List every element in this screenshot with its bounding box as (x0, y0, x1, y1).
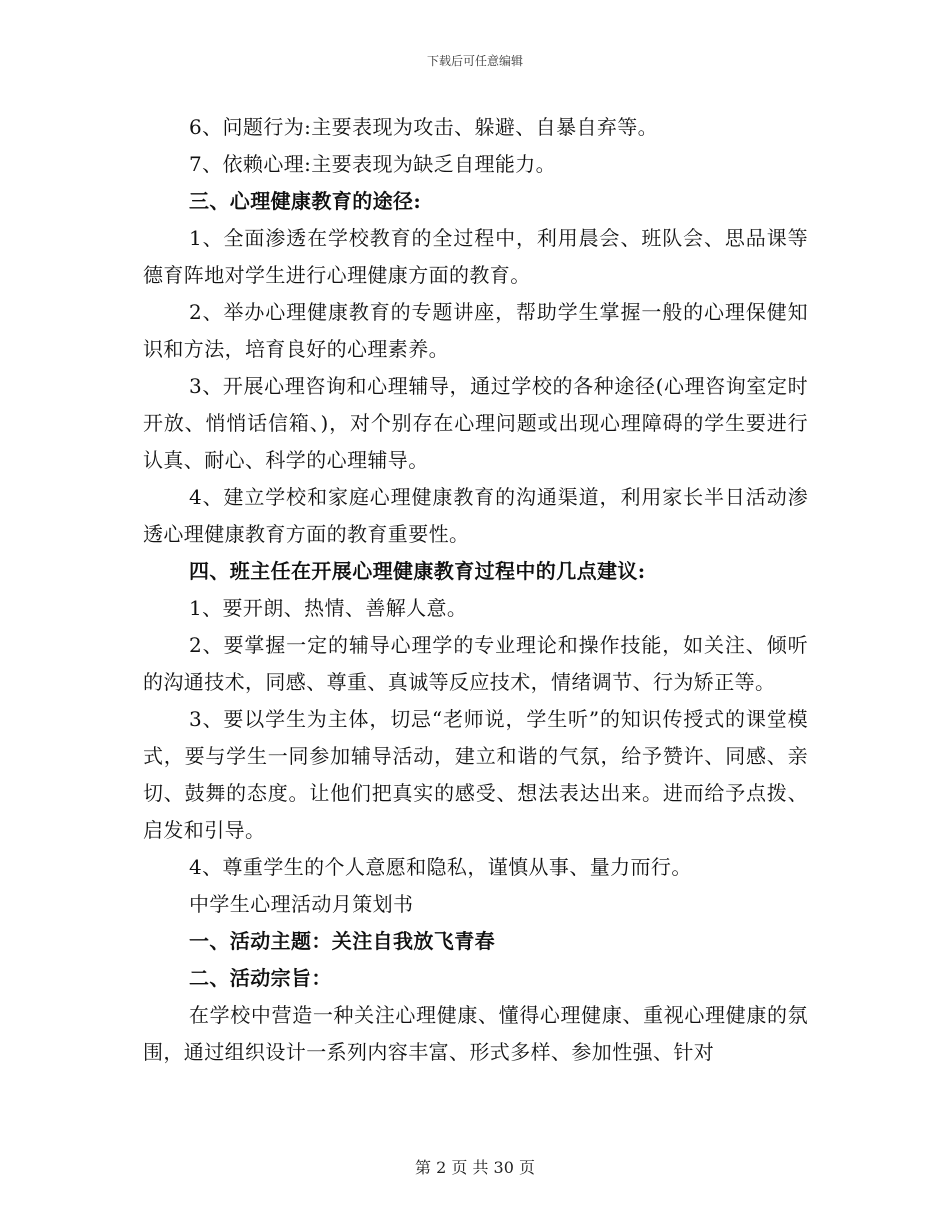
paragraph: 3、开展心理咨询和心理辅导，通过学校的各种途径(心理咨询室定时开放、悄悄话信箱、)，对个别存在心理问题或出现心理障碍的学生要进行认真、耐心、科学的心理辅导。 (143, 374, 808, 472)
paragraph: 1、要开朗、热情、善解人意。 (189, 596, 468, 620)
paragraph: 4、尊重学生的个人意愿和隐私，谨慎从事、量力而行。 (189, 855, 692, 879)
section-heading: 二、活动宗旨： (189, 966, 332, 990)
document-subtitle: 中学生心理活动月策划书 (189, 892, 414, 916)
header-note: 下载后可任意编辑 (426, 54, 523, 68)
section-heading: 一、活动主题：关注自我放飞青春 (189, 929, 495, 953)
paragraph: 4、建立学校和家庭心理健康教育的沟通渠道，利用家长半日活动渗透心理健康教育方面的教育重要性。 (143, 485, 808, 546)
paragraph: 2、要掌握一定的辅导心理学的专业理论和操作技能，如关注、倾听的沟通技术，同感、尊重、真诚等反应技术，情绪调节、行为矫正等。 (143, 633, 808, 694)
paragraph: 2、举办心理健康教育的专题讲座，帮助学生掌握一般的心理保健知识和方法，培育良好的心理素养。 (143, 300, 808, 361)
paragraph: 3、要以学生为主体，切忌“老师说，学生听”的知识传授式的课堂模式，要与学生一同参加辅导活动，建立和谐的气氛，给予赞许、同感、亲切、鼓舞的态度。让他们把真实的感受、想法表达出来。进而给予点拨、启发和引导。 (143, 707, 808, 842)
paragraph: 6、问题行为:主要表现为攻击、躲避、自暴自弃等。 (189, 115, 659, 139)
document-body (143, 109, 808, 1071)
section-heading: 三、心理健康教育的途径: (189, 189, 422, 213)
paragraph: 1、全面渗透在学校教育的全过程中，利用晨会、班队会、思品课等德育阵地对学生进行心理健康方面的教育。 (143, 226, 808, 287)
paragraph: 7、依赖心理:主要表现为缺乏自理能力。 (189, 152, 557, 176)
page-number: 第 2 页 共 30 页 (415, 1158, 535, 1177)
section-heading: 四、班主任在开展心理健康教育过程中的几点建议: (189, 559, 646, 583)
paragraph: 在学校中营造一种关注心理健康、懂得心理健康、重视心理健康的氛围，通过组织设计一系列内容丰富、形式多样、参加性强、针对 (143, 1003, 808, 1064)
